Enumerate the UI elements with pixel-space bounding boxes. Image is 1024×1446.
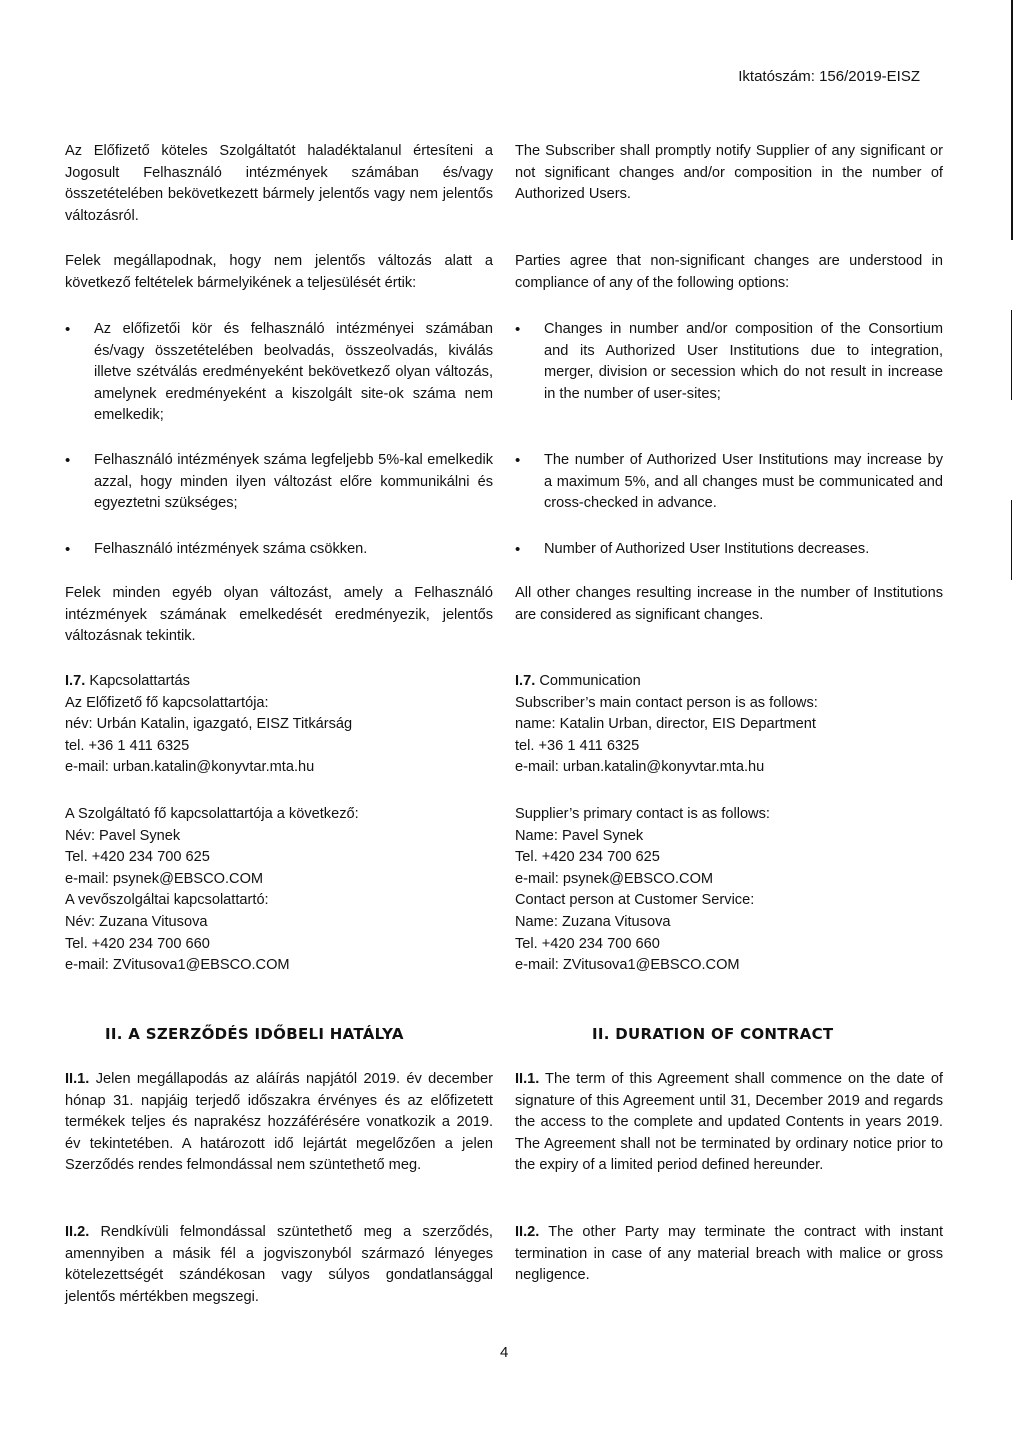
section-number: II.1. xyxy=(515,1071,540,1087)
agree-paragraph: Parties agree that non-significant changes are understood in compliance of any of the following options: xyxy=(515,253,943,291)
contact-line: Az Előfizető fő kapcsolattartója: xyxy=(65,694,269,711)
bullet-list xyxy=(65,539,493,561)
list-item: • Felhasználó intézmények száma csökken. xyxy=(65,539,493,561)
clause-ii1 xyxy=(515,1069,943,1177)
clause-text: The term of this Agreement shall commence on the date of signature of this Agreement until 31, December 2019 and regards the access to the complete and updated Contents in years 2019. The Agreement shall not be terminated by ordinary notice prior to the expiry of a limited period defined hereunder. xyxy=(515,1071,943,1174)
contact-line: Contact person at Customer Service: xyxy=(515,892,755,909)
section-number: II.2. xyxy=(65,1224,90,1240)
supplier-contact-block xyxy=(65,804,493,977)
registration-number: Iktatószám: 156/2019-EISZ xyxy=(738,68,920,85)
clause-ii2 xyxy=(515,1222,943,1287)
contact-email: e-mail: urban.katalin@konyvtar.mta.hu xyxy=(65,759,315,776)
other-changes-paragraph: Felek minden egyéb olyan változást, amely a Felhasználó intézmények számának emelkedését eredményezik, jelentős változásnak tekintik. xyxy=(65,585,493,645)
agree-paragraph: Felek megállapodnak, hogy nem jelentős változás alatt a következő feltételek bármelyikének a teljesülését értik: xyxy=(65,253,493,291)
contact-line: name: Katalin Urban, director, EIS Department xyxy=(515,716,816,733)
scan-edge-mark xyxy=(1011,0,1013,240)
section-heading-en: II. DURATION OF CONTRACT xyxy=(592,1025,834,1043)
contact-block xyxy=(515,671,943,779)
contact-line: Name: Pavel Synek xyxy=(515,827,644,844)
bullet-list xyxy=(515,319,943,405)
clause-ii1 xyxy=(65,1069,493,1177)
contact-line: tel. +36 1 411 6325 xyxy=(515,737,640,754)
notify-paragraph: Az Előfizető köteles Szolgáltatót haladéktalanul értesíteni a Jogosult Felhasználó intézmények számában és/vagy összetételében bekövetkezett bármely jelentős vagy nem jelentős változásról. xyxy=(65,143,493,224)
contact-line: Tel. +420 234 700 625 xyxy=(65,849,210,866)
contact-email: e-mail: ZVitusova1@EBSCO.COM xyxy=(65,957,290,974)
scan-edge-mark xyxy=(1011,310,1012,400)
bullet-list xyxy=(515,450,943,515)
contact-email: e-mail: psynek@EBSCO.COM xyxy=(515,870,714,887)
contact-line: Subscriber’s main contact person is as follows: xyxy=(515,694,818,711)
notify-paragraph: The Subscriber shall promptly notify Supplier of any significant or not significant changes and/or composition in the number of Authorized Users. xyxy=(515,143,943,203)
scan-edge-mark xyxy=(1011,500,1012,580)
other-changes-paragraph: All other changes resulting increase in the number of Institutions are considered as significant changes. xyxy=(515,585,943,623)
section-number: II.2. xyxy=(515,1224,540,1240)
contact-line: Supplier’s primary contact is as follows: xyxy=(515,806,770,822)
contact-line: Tel. +420 234 700 660 xyxy=(65,935,210,952)
list-item: • Az előfizetői kör és felhasználó intézményei számában és/vagy összetételében beolvadás, összeolvadás, kiválás illetve szétválás eredményeként bekövetkező olyan változás, amelynek eredményeként a kiszolgált site-ok száma nem emelkedik; xyxy=(65,319,493,427)
contact-line: A Szolgáltató fő kapcsolattartója a következő: xyxy=(65,806,359,822)
contact-email: e-mail: psynek@EBSCO.COM xyxy=(65,870,264,887)
contact-line: Name: Zuzana Vitusova xyxy=(515,913,671,930)
contact-line: Tel. +420 234 700 660 xyxy=(515,935,660,952)
bullet-list xyxy=(65,450,493,515)
contact-line: Név: Zuzana Vitusova xyxy=(65,913,208,930)
clause-text: Jelen megállapodás az aláírás napjától 2019. év december hónap 31. napjáig terjedő időszakra érvényes és az előfizetett termékek teljes és naprakész hozzáférésére vonatkozik a 2019. év tekintetében. A határozott idő lejártát megelőzően a jelen Szerződés rendes felmondással nem szüntethető meg. xyxy=(65,1071,493,1174)
list-item: • Number of Authorized User Institutions decreases. xyxy=(515,539,943,561)
list-item: • The number of Authorized User Institutions may increase by a maximum 5%, and all changes must be communicated and cross-checked in advance. xyxy=(515,450,943,515)
contact-line: név: Urbán Katalin, igazgató, EISZ Titkárság xyxy=(65,716,353,733)
contact-email: e-mail: urban.katalin@konyvtar.mta.hu xyxy=(515,759,765,776)
section-heading-hu: II. A SZERZŐDÉS IDŐBELI HATÁLYA xyxy=(105,1025,404,1043)
section-number: I.7. xyxy=(515,673,536,689)
contact-block xyxy=(65,671,493,779)
page-number: 4 xyxy=(500,1344,509,1361)
bullet-list xyxy=(515,539,943,561)
contact-line: Tel. +420 234 700 625 xyxy=(515,849,660,866)
list-item: • Felhasználó intézmények száma legfeljebb 5%-kal emelkedik azzal, hogy minden ilyen változást előre kommunikálni és egyeztetni szükséges; xyxy=(65,450,493,515)
section-number: I.7. xyxy=(65,673,86,689)
clause-text: The other Party may terminate the contract with instant termination in case of any material breach with malice or gross negligence. xyxy=(515,1224,943,1284)
contact-line: Név: Pavel Synek xyxy=(65,827,181,844)
supplier-contact-block xyxy=(515,804,943,977)
clause-ii2 xyxy=(65,1222,493,1308)
contact-email: e-mail: ZVitusova1@EBSCO.COM xyxy=(515,957,740,974)
section-number: II.1. xyxy=(65,1071,90,1087)
contact-heading: Communication xyxy=(539,673,641,689)
contact-line: tel. +36 1 411 6325 xyxy=(65,737,190,754)
bullet-list xyxy=(65,319,493,427)
clause-text: Rendkívüli felmondással szüntethető meg a szerződés, amennyiben a másik fél a jogviszonyból származó lényeges kötelezettségét szándékosan vagy súlyos gondatlansággal jelentős mértékben megszegi. xyxy=(65,1224,493,1305)
contact-heading: Kapcsolattartás xyxy=(89,673,190,689)
list-item: • Changes in number and/or composition of the Consortium and its Authorized User Institutions due to integration, merger, division or secession which do not result in increase in the number of user-sites; xyxy=(515,319,943,405)
contact-line: A vevőszolgáltai kapcsolattartó: xyxy=(65,892,269,909)
